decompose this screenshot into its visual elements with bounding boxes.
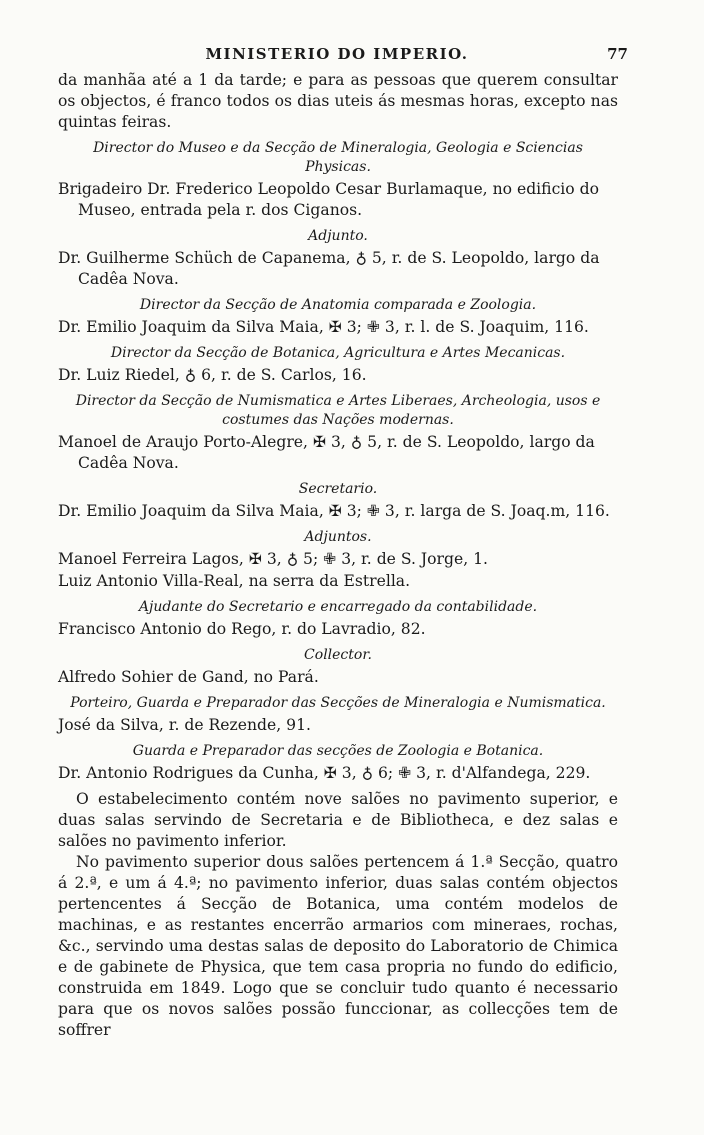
adjunto2-entry: Luiz Antonio Villa-Real, na serra da Estrella.: [58, 572, 411, 590]
ajudante-entry: Francisco Antonio do Rego, r. do Lavradio, 82.: [58, 620, 426, 638]
guarda-heading: Guarda e Preparador das secções de Zoologia e Botanica.: [132, 743, 544, 759]
adjunto-entry: Dr. Guilherme Schüch de Capanema, ♁ 5, r. de S. Leopoldo, largo da Cadêa Nova.: [58, 249, 600, 288]
page-number: 77: [607, 45, 628, 63]
ajudante-heading: Ajudante do Secretario e encarregado da contabilidade.: [138, 599, 538, 615]
numismatica-entry: Manoel de Araujo Porto-Alegre, ✠ 3, ♁ 5, r. de S. Leopoldo, largo da Cadêa Nova.: [58, 433, 595, 472]
adjuntos-heading: Adjuntos.: [304, 529, 372, 545]
botanica-heading: Director da Secção de Botanica, Agricultura e Artes Mecanicas.: [110, 345, 566, 361]
guarda-entry: Dr. Antonio Rodrigues da Cunha, ✠ 3, ♁ 6; ✙ 3, r. d'Alfandega, 229.: [58, 764, 591, 782]
botanica-entry: Dr. Luiz Riedel, ♁ 6, r. de S. Carlos, 16.: [58, 366, 367, 384]
secretario-entry: Dr. Emilio Joaquim da Silva Maia, ✠ 3; ✙ 3, r. larga de S. Joaq.m, 116.: [58, 502, 610, 520]
collector-heading: Collector.: [304, 647, 372, 663]
porteiro-entry: José da Silva, r. de Rezende, 91.: [58, 716, 311, 734]
running-head: MINISTERIO DO IMPERIO.: [205, 45, 469, 63]
adjunto1-entry: Manoel Ferreira Lagos, ✠ 3, ♁ 5; ✙ 3, r. de S. Jorge, 1.: [58, 550, 488, 568]
anatomia-entry: Dr. Emilio Joaquim da Silva Maia, ✠ 3; ✙ 3, r. l. de S. Joaquim, 116.: [58, 318, 589, 336]
anatomia-heading: Director da Secção de Anatomia comparada e Zoologia.: [139, 297, 537, 313]
numismatica-heading: Director da Secção de Numismatica e Artes Liberaes, Archeologia, usos e costumes das Nações modernas.: [75, 393, 601, 428]
collector-entry: Alfredo Sohier de Gand, no Pará.: [58, 668, 319, 686]
secretario-heading: Secretario.: [298, 481, 378, 497]
porteiro-heading: Porteiro, Guarda e Preparador das Secções de Mineralogia e Numismatica.: [70, 695, 606, 711]
page-content: [58, 70, 618, 1041]
paragraph-2: No pavimento superior dous salões pertencem á 1.ª Secção, quatro á 2.ª, e um á 4.ª; no pavimento inferior, duas salas contém objectos pertencentes á Secção de Botanica, uma contém modelos de machinas, e as restantes encerrão armarios com mineraes, rochas, &c., servindo uma destas salas de deposito do Laboratorio de Chimica e de gabinete de Physica, que tem casa propria no fundo do edificio, construida em 1849. Logo que se concluir tudo quanto é necessario para que os novos salões possão funccionar, as collecções tem de soffrer: [58, 853, 618, 1039]
director-museu-entry: Brigadeiro Dr. Frederico Leopoldo Cesar Burlamaque, no edificio do Museo, entrada pela r. dos Ciganos.: [58, 180, 600, 219]
paragraph-1: O estabelecimento contém nove salões no pavimento superior, e duas salas servindo de Secretaria e de Bibliotheca, e dez salas e salões no pavimento inferior.: [58, 790, 618, 850]
adjunto-heading: Adjunto.: [308, 228, 368, 244]
intro-paragraph: da manhãa até a 1 da tarde; e para as pessoas que querem consultar os objectos, é franco todos os dias uteis ás mesmas horas, excepto nas quintas feiras.: [58, 71, 618, 131]
page-header: [58, 45, 628, 67]
director-museu-heading: Director do Museo e da Secção de Mineralogia, Geologia e Sciencias Physicas.: [93, 140, 583, 175]
